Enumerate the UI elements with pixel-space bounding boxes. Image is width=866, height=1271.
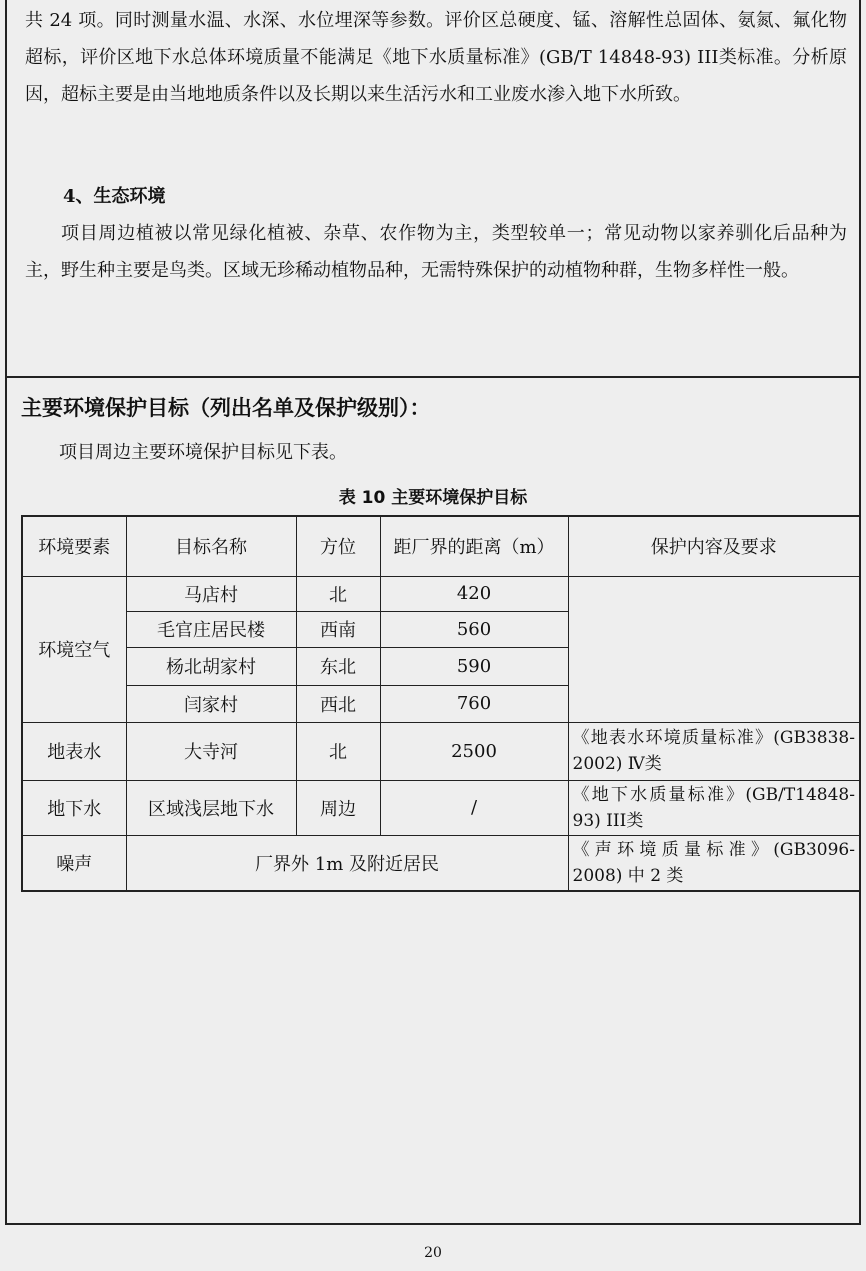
page-number: 20 (424, 1245, 442, 1261)
groundwater-paragraph: 共 24 项。同时测量水温、水深、水位埋深等参数。评价区总硬度、锰、溶解性总固体、氨氮、氟化物超标，评价区地下水总体环境质量不能满足《地下水质量标准》(GB/T 14848-93) III类标准。分析原因，超标主要是由当地地质条件以及长期以来生活污水和工业废水渗入地下水所致。 (25, 10, 847, 105)
header-cell: 环境要素 (22, 516, 126, 576)
table-caption: 表 10 主要环境保护目标 (338, 488, 528, 508)
target-name: 区域浅层地下水 (126, 780, 296, 835)
header-cell: 方位 (296, 516, 380, 576)
noise-target-desc: 厂界外 1m 及附近居民 (126, 835, 568, 891)
page-frame (5, 0, 861, 1225)
noise-requirement: 《声环境质量标准》(GB3096-2008) 中 2 类 (568, 835, 860, 891)
target-direction: 周边 (296, 780, 380, 835)
table-header-row (22, 516, 860, 576)
target-distance: 2500 (380, 722, 568, 780)
target-direction: 北 (296, 722, 380, 780)
target-distance: 420 (380, 576, 568, 611)
section-title: 主要环境保护目标（列出名单及保护级别）： (21, 396, 431, 420)
target-name: 杨北胡家村 (126, 647, 296, 685)
header-cell: 距厂界的距离（m） (380, 516, 568, 576)
table-row (22, 722, 860, 780)
target-distance: 760 (380, 685, 568, 722)
table-row (22, 835, 860, 891)
surface-requirement: 《地表水环境质量标准》(GB3838-2002) Ⅳ类 (568, 722, 860, 780)
table-row (22, 780, 860, 835)
ground-element-cell: 地下水 (22, 780, 126, 835)
air-requirement-cell (568, 576, 860, 722)
header-cell: 保护内容及要求 (568, 516, 860, 576)
header-cell: 目标名称 (126, 516, 296, 576)
target-name: 大寺河 (126, 722, 296, 780)
ecology-section (7, 0, 859, 378)
target-direction: 北 (296, 576, 380, 611)
target-distance: 560 (380, 611, 568, 647)
ground-requirement: 《地下水质量标准》(GB/T14848-93) III类 (568, 780, 860, 835)
table-row (22, 576, 860, 611)
protection-targets-table (21, 515, 861, 892)
ecology-heading: 4、生态环境 (63, 186, 166, 207)
target-distance: 590 (380, 647, 568, 685)
target-direction: 西北 (296, 685, 380, 722)
noise-element-cell: 噪声 (22, 835, 126, 891)
target-name: 马店村 (126, 576, 296, 611)
section-intro: 项目周边主要环境保护目标见下表。 (59, 442, 347, 463)
target-distance: / (380, 780, 568, 835)
ecology-paragraph: 项目周边植被以常见绿化植被、杂草、农作物为主，类型较单一；常见动物以家养驯化后品种为主，野生种主要是鸟类。区域无珍稀动植物品种，无需特殊保护的动植物种群，生物多样性一般。 (25, 223, 847, 281)
surface-element-cell: 地表水 (22, 722, 126, 780)
target-name: 闫家村 (126, 685, 296, 722)
target-name: 毛官庄居民楼 (126, 611, 296, 647)
target-direction: 东北 (296, 647, 380, 685)
air-element-cell: 环境空气 (22, 576, 126, 722)
target-direction: 西南 (296, 611, 380, 647)
